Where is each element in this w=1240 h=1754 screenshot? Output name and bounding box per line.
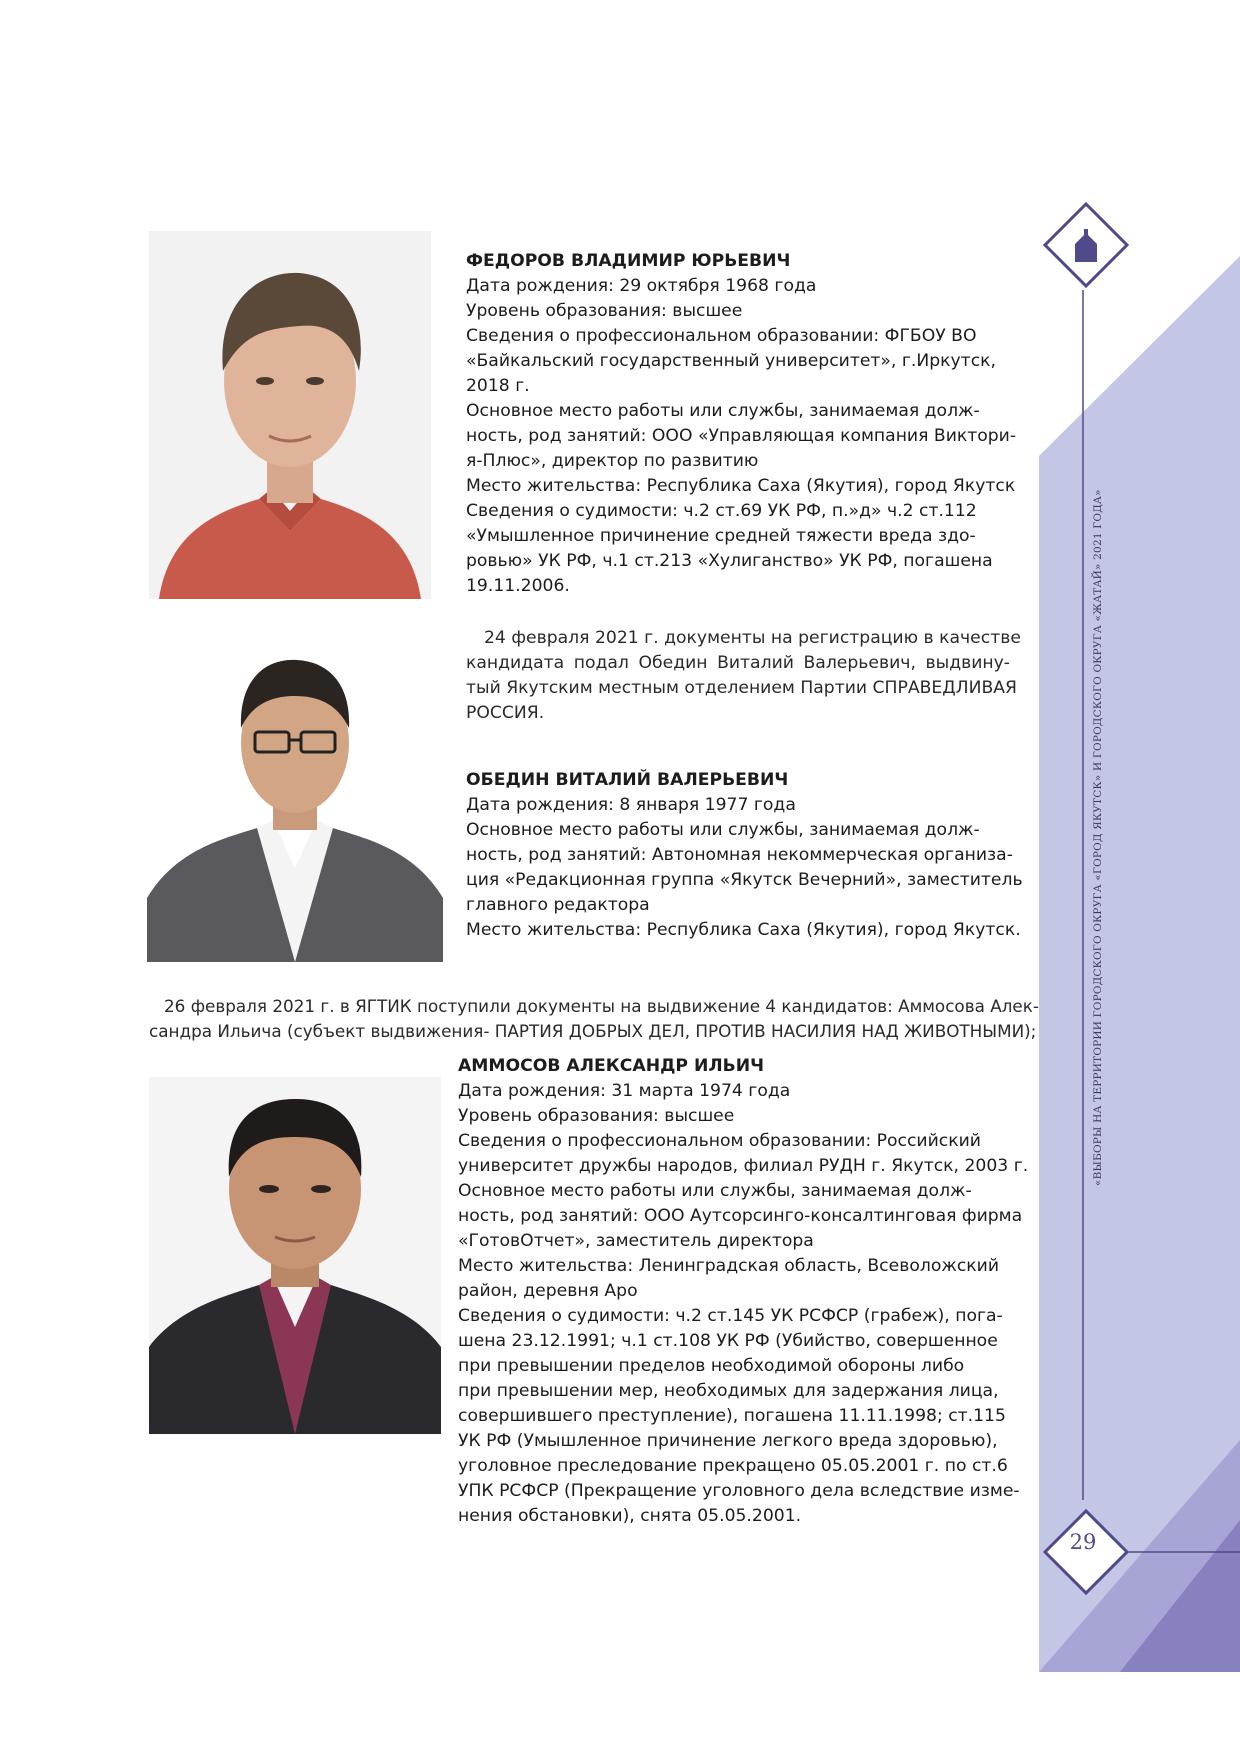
bio-line: Место жительства: Республика Саха (Якутия), город Якутск. [466, 920, 1021, 940]
intro-line: РОССИЯ. [466, 703, 545, 723]
bio-ammosov [458, 1054, 1028, 1529]
bio-obedin [466, 768, 1023, 943]
bio-line: Дата рождения: 29 октября 1968 года [466, 276, 817, 296]
bio-line: «Байкальский государственный университет», г.Иркутск, [466, 351, 996, 371]
bio-line: Уровень образования: высшее [458, 1106, 735, 1126]
bio-line: ность, род занятий: ООО Аутсорсинго-консалтинговая фирма [458, 1206, 1023, 1226]
bio-line: Дата рождения: 31 марта 1974 года [458, 1081, 791, 1101]
bio-line: Дата рождения: 8 января 1977 года [466, 795, 796, 815]
bio-fedorov [466, 249, 1016, 599]
bio-line: шена 23.12.1991; ч.1 ст.108 УК РФ (Убийство, совершенное [458, 1331, 998, 1351]
intro-line: тый Якутским местным отделением Партии СПРАВЕДЛИВАЯ [466, 678, 1017, 698]
bio-line: «ГотовОтчет», заместитель директора [458, 1231, 814, 1251]
bio-line: уголовное преследование прекращено 05.05.2001 г. по ст.6 [458, 1456, 1008, 1476]
bio-line: «Умышленное причинение средней тяжести вреда здо- [466, 526, 976, 546]
side-band [1039, 256, 1240, 1672]
bio-line: ность, род занятий: ООО «Управляющая компания Виктори- [466, 426, 1017, 446]
bio-line: ция «Редакционная группа «Якутск Вечерний», заместитель [466, 870, 1023, 890]
photo-ammosov [149, 1077, 441, 1434]
bio-line: Место жительства: Республика Саха (Якутия), город Якутск [466, 476, 1016, 496]
bio-line: главного редактора [466, 895, 650, 915]
bio-line: 2018 г. [466, 376, 530, 396]
page-number: 29 [1069, 1530, 1097, 1554]
bio-line: 19.11.2006. [466, 576, 570, 596]
photo-obedin [147, 648, 443, 962]
bio-line: район, деревня Аро [458, 1281, 638, 1301]
bio-line: Сведения о профессиональном образовании: ФГБОУ ВО [466, 326, 977, 346]
bio-line: Уровень образования: высшее [466, 301, 743, 321]
candidate-name: ФЕДОРОВ ВЛАДИМИР ЮРЬЕВИЧ [466, 251, 791, 271]
intro-paragraph-ammosov [149, 994, 1039, 1044]
candidate-name: ОБЕДИН ВИТАЛИЙ ВАЛЕРЬЕВИЧ [466, 770, 789, 790]
photo-fedorov [149, 231, 431, 599]
bio-line: Сведения о судимости: ч.2 ст.69 УК РФ, п.»д» ч.2 ст.112 [466, 501, 977, 521]
bio-line: Сведения о судимости: ч.2 ст.145 УК РСФСР (грабеж), пога- [458, 1306, 1003, 1326]
bio-line: нения обстановки), снята 05.05.2001. [458, 1506, 802, 1526]
intro-line: 26 февраля 2021 г. в ЯГТИК поступили документы на выдвижение 4 кандидатов: Аммосова Алек- [164, 996, 1039, 1016]
bio-line: я-Плюс», директор по развитию [466, 451, 759, 471]
bio-line: Основное место работы или службы, занимаемая долж- [466, 401, 980, 421]
bio-line: Место жительства: Ленинградская область, Всеволожский [458, 1256, 1000, 1276]
bio-line: ность, род занятий: Автономная некоммерческая организа- [466, 845, 1013, 865]
candidate-name: АММОСОВ АЛЕКСАНДР ИЛЬИЧ [458, 1056, 765, 1076]
bio-line: при превышении пределов необходимой обороны либо [458, 1356, 965, 1376]
intro-line: кандидата подал Обедин Виталий Валерьевич, выдвину- [466, 653, 1010, 673]
intro-line: сандра Ильича (субъект выдвижения- ПАРТИЯ ДОБРЫХ ДЕЛ, ПРОТИВ НАСИЛИЯ НАД ЖИВОТНЫМИ); [149, 1021, 1037, 1041]
bio-line: УПК РСФСР (Прекращение уголовного дела вследствие изме- [458, 1481, 1020, 1501]
intro-paragraph-obedin [466, 626, 1021, 726]
bio-line: УК РФ (Умышленное причинение легкого вреда здоровью), [458, 1431, 998, 1451]
intro-line: 24 февраля 2021 г. документы на регистрацию в качестве [484, 628, 1021, 648]
bio-line: совершившего преступление), погашена 11.11.1998; ст.115 [458, 1406, 1006, 1426]
bio-line: ровью» УК РФ, ч.1 ст.213 «Хулиганство» УК РФ, погашена [466, 551, 993, 571]
top-emblem [1045, 204, 1127, 286]
bio-line: при превышении мер, необходимых для задержания лица, [458, 1381, 999, 1401]
bio-line: Сведения о профессиональном образовании: Российский [458, 1131, 981, 1151]
vertical-running-title: «ВЫБОРЫ НА ТЕРРИТОРИИ ГОРОДСКОГО ОКРУГА «ГОРОД ЯКУТСК» И ГОРОДСКОГО ОКРУГА «ЖАТАЙ» 2021 ГОДА» [1092, 489, 1104, 1186]
bio-line: Основное место работы или службы, занимаемая долж- [458, 1181, 972, 1201]
bio-line: Основное место работы или службы, занимаемая долж- [466, 820, 980, 840]
bio-line: университет дружбы народов, филиал РУДН г. Якутск, 2003 г. [458, 1156, 1029, 1176]
